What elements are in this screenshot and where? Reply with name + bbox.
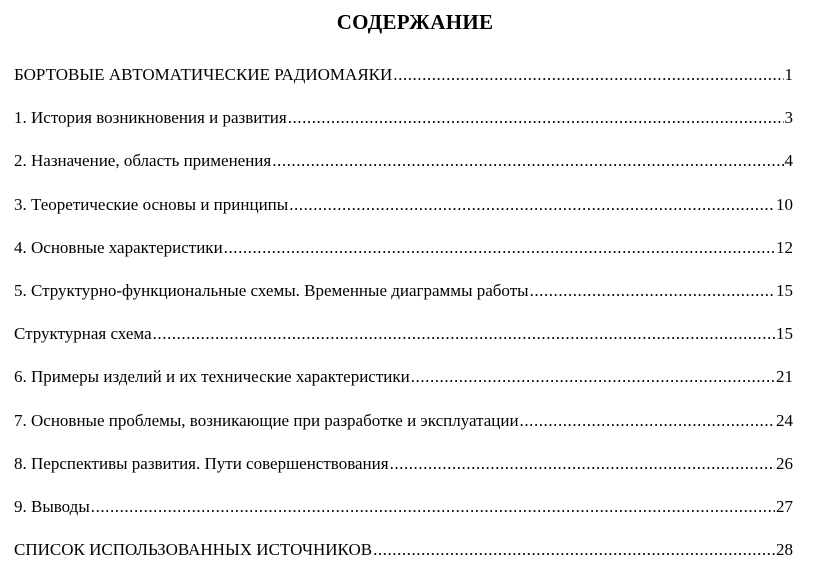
toc-page-number: 21	[776, 367, 793, 387]
toc-dot-leader	[224, 237, 775, 259]
toc-entry-label: 9. Выводы	[14, 496, 90, 516]
toc-entry-radiobeacons[interactable]	[14, 64, 793, 107]
toc-page-number: 4	[784, 151, 793, 171]
toc-page-number: 1	[784, 65, 793, 84]
toc-entry-structural-scheme[interactable]	[14, 323, 793, 366]
toc-page-number: 26	[776, 453, 793, 473]
toc-entry-conclusions[interactable]	[14, 496, 793, 539]
toc-dot-leader	[272, 150, 783, 172]
toc-page-number: 27	[776, 496, 793, 516]
toc-dot-leader	[520, 410, 775, 432]
toc-entry-label: 5. Структурно-функциональные схемы. Временные диаграммы работы	[14, 280, 529, 300]
toc-entry-label: 7. Основные проблемы, возникающие при разработке и эксплуатации	[14, 410, 519, 430]
toc-page-number: 24	[776, 410, 793, 430]
toc-dot-leader	[411, 366, 775, 388]
toc-title: СОДЕРЖАНИЕ	[336, 10, 494, 34]
toc-entry-references[interactable]	[14, 539, 793, 582]
toc-entry-label: Структурная схема	[14, 324, 152, 344]
toc-entry-label: 2. Назначение, область применения	[14, 151, 272, 171]
toc-entry-label: БОРТОВЫЕ АВТОМАТИЧЕСКИЕ РАДИОМАЯКИ	[14, 65, 393, 84]
toc-dot-leader	[153, 323, 775, 345]
toc-entry-label: 1. История возникновения и развития	[14, 108, 287, 128]
toc-dot-leader	[373, 539, 775, 561]
toc-entry-label: 4. Основные характеристики	[14, 237, 223, 257]
toc-page-number: 15	[776, 280, 793, 300]
toc-dot-leader	[289, 194, 775, 216]
toc-entry-history[interactable]	[14, 107, 793, 150]
toc-entry-prospects[interactable]	[14, 453, 793, 496]
toc-entry-label: 8. Перспективы развития. Пути совершенствования	[14, 453, 389, 473]
toc-page-number: 3	[784, 108, 793, 128]
toc-page-number: 28	[776, 540, 793, 560]
toc-page-number: 15	[776, 324, 793, 344]
toc-list	[14, 64, 793, 582]
toc-page-number: 10	[776, 194, 793, 214]
toc-dot-leader	[393, 64, 783, 86]
toc-dot-leader	[288, 107, 784, 129]
toc-dot-leader	[530, 280, 775, 302]
toc-entry-theory[interactable]	[14, 194, 793, 237]
toc-entry-schemes[interactable]	[14, 280, 793, 323]
toc-entry-purpose[interactable]	[14, 150, 793, 193]
toc-entry-label: СПИСОК ИСПОЛЬЗОВАННЫХ ИСТОЧНИКОВ	[14, 540, 373, 560]
toc-dot-leader	[91, 496, 775, 518]
toc-entry-label: 6. Примеры изделий и их технические характеристики	[14, 367, 410, 387]
toc-entry-characteristics[interactable]	[14, 237, 793, 280]
toc-dot-leader	[390, 453, 775, 475]
toc-entry-problems[interactable]	[14, 410, 793, 453]
toc-page-number: 12	[776, 237, 793, 257]
toc-entry-label: 3. Теоретические основы и принципы	[14, 194, 289, 214]
toc-entry-examples[interactable]	[14, 366, 793, 409]
